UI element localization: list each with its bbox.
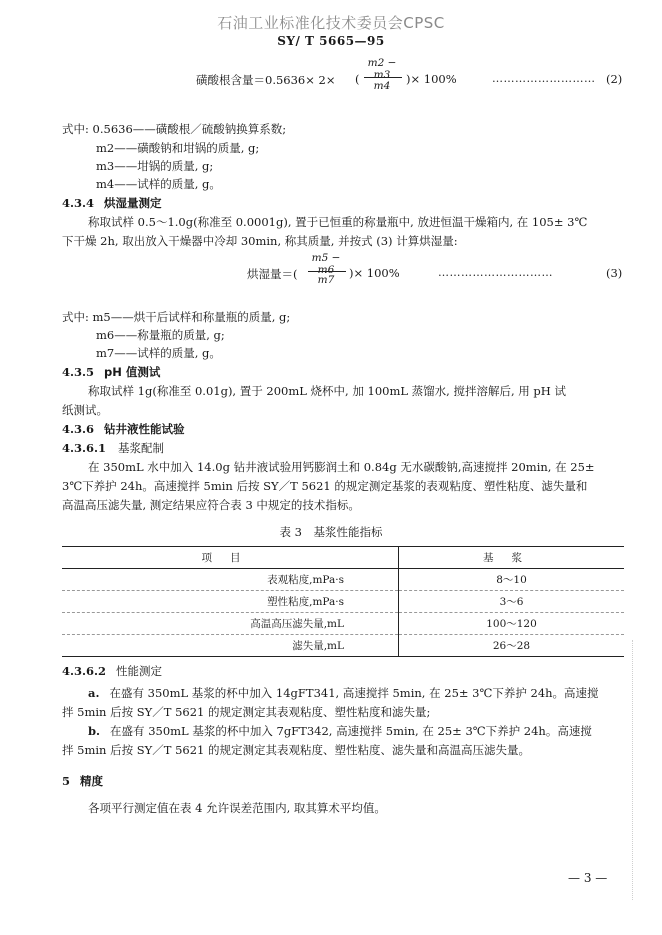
where-2-item: m4——试样的质量, g。 (96, 177, 221, 191)
formula-2-number: (2) (606, 72, 623, 86)
formula-2-denominator: m4 (373, 80, 391, 92)
table-row (62, 569, 624, 591)
paragraph-line: 在 350mL 水中加入 14.0g 钻井液试验用钙膨润土和 0.84g 无水碳酸钠,高速搅拌 20min, 在 25± (88, 460, 595, 474)
paragraph-line: 纸测试。 (62, 403, 108, 417)
page-number: — 3 — (568, 871, 608, 885)
list-label: b. (88, 724, 101, 738)
section-number: 5 (62, 774, 71, 788)
list-item-b (88, 723, 592, 739)
scan-margin-specks (632, 640, 635, 900)
formula-3-fraction-bar (308, 271, 346, 272)
section-5-heading (62, 773, 103, 789)
formula-3-rhs: )× 100% (349, 266, 400, 280)
section-4-3-4-heading (62, 195, 162, 211)
paragraph-line: 3℃下养护 24h。高速搅拌 5min 后按 SY／T 5621 的规定测定基浆的表观粘度、塑性粘度、滤失量和 (62, 479, 588, 493)
standard-number: SY/ T 5665—95 (277, 34, 385, 48)
paragraph-line: 称取试样 1g(称准至 0.01g), 置于 200mL 烧杯中, 加 100mL 蒸馏水, 搅拌溶解后, 用 pH 试 (88, 384, 566, 398)
formula-2-lhs: 磺酸根含量＝0.5636× 2× (196, 73, 336, 87)
where-2-item: m3——坩锅的质量, g; (96, 159, 214, 173)
section-4-3-6-2-heading (62, 663, 162, 679)
section-number: 4.3.4 (62, 196, 95, 210)
paragraph-line: 拌 5min 后按 SY／T 5621 的规定测定其表观粘度、塑性粘度和滤失量; (62, 705, 431, 719)
where-3-item: m6——称量瓶的质量, g; (96, 328, 225, 342)
paragraph-line: 高温高压滤失量, 测定结果应符合表 3 中规定的技术指标。 (62, 498, 360, 512)
table-row (62, 635, 624, 657)
where-3-item: m7——试样的质量, g。 (96, 346, 221, 360)
table-cell-value: 3～6 (399, 591, 625, 613)
section-4-3-6-1-heading (62, 440, 164, 456)
formula-3-lhs: 烘湿量＝( (247, 267, 298, 281)
formula-2-numerator: m2 − m3 (367, 57, 397, 81)
paragraph-line: 各项平行测定值在表 4 允许误差范围内, 取其算术平均值。 (88, 801, 386, 815)
paragraph-line: 称取试样 0.5～1.0g(称准至 0.0001g), 置于已恒重的称量瓶中, 放进恒温干燥箱内, 在 105± 3℃ (88, 215, 588, 229)
table-3-caption: 表 3 基浆性能指标 (279, 525, 383, 539)
watermark: 石油工业标准化技术委员会CPSC (217, 14, 445, 32)
table-3 (62, 546, 624, 657)
formula-3-number: (3) (606, 266, 623, 280)
table-row (62, 591, 624, 613)
where-3-lead: 式中: m5——烘干后试样和称量瓶的质量, g; (62, 310, 291, 324)
column-header-base-slurry: 基浆 (399, 547, 625, 569)
section-title: 基浆配制 (118, 441, 165, 455)
table-cell-item: 塑性粘度,mPa·s (62, 591, 399, 613)
table-cell-value: 100～120 (399, 613, 625, 635)
list-item-a (88, 685, 599, 701)
paragraph-line: 拌 5min 后按 SY／T 5621 的规定测定其表观粘度、塑性粘度、滤失量和高温高压滤失量。 (62, 743, 530, 757)
column-header-item: 项目 (62, 547, 399, 569)
section-4-3-6-heading (62, 421, 185, 437)
formula-2-rhs: )× 100% (406, 72, 457, 86)
formula-3-denominator: m7 (317, 274, 335, 286)
paragraph-line: 下干燥 2h, 取出放入干燥器中冷却 30min, 称其质量, 并按式 (3) 计算烘湿量: (62, 234, 458, 248)
section-number: 4.3.6.1 (62, 441, 107, 455)
where-2-item: m2——磺酸钠和坩锅的质量, g; (96, 141, 260, 155)
table-cell-item: 高温高压滤失量,mL (62, 613, 399, 635)
section-title: 性能测定 (116, 664, 163, 678)
table-cell-item: 滤失量,mL (62, 635, 399, 657)
formula-2-open-paren: ( (355, 72, 360, 86)
section-title: 钻井液性能试验 (104, 422, 185, 436)
table-cell-item: 表观粘度,mPa·s (62, 569, 399, 591)
formula-3-leader-dots: ………………………… (438, 266, 553, 279)
section-title: 精度 (80, 774, 104, 788)
table-header-row (62, 547, 624, 569)
table-cell-value: 26～28 (399, 635, 625, 657)
section-4-3-5-heading (62, 364, 160, 380)
section-number: 4.3.5 (62, 365, 95, 379)
list-text: 在盛有 350mL 基浆的杯中加入 7gFT342, 高速搅拌 5min, 在 25± 3℃下养护 24h。高速搅 (110, 724, 592, 738)
table-row (62, 613, 624, 635)
section-title: 烘湿量测定 (104, 196, 162, 210)
list-label: a. (88, 686, 100, 700)
section-number: 4.3.6.2 (62, 664, 107, 678)
list-text: 在盛有 350mL 基浆的杯中加入 14gFT341, 高速搅拌 5min, 在 25± 3℃下养护 24h。高速搅 (109, 686, 599, 700)
section-title: pH 值测试 (104, 365, 161, 379)
formula-3-numerator: m5 − m6 (311, 252, 341, 276)
section-number: 4.3.6 (62, 422, 95, 436)
formula-2-fraction-bar (364, 77, 402, 78)
table-cell-value: 8～10 (399, 569, 625, 591)
where-2-lead: 式中: 0.5636——磺酸根／硫酸钠换算系数; (62, 122, 287, 136)
formula-2-leader-dots: ……………………… (492, 72, 596, 85)
